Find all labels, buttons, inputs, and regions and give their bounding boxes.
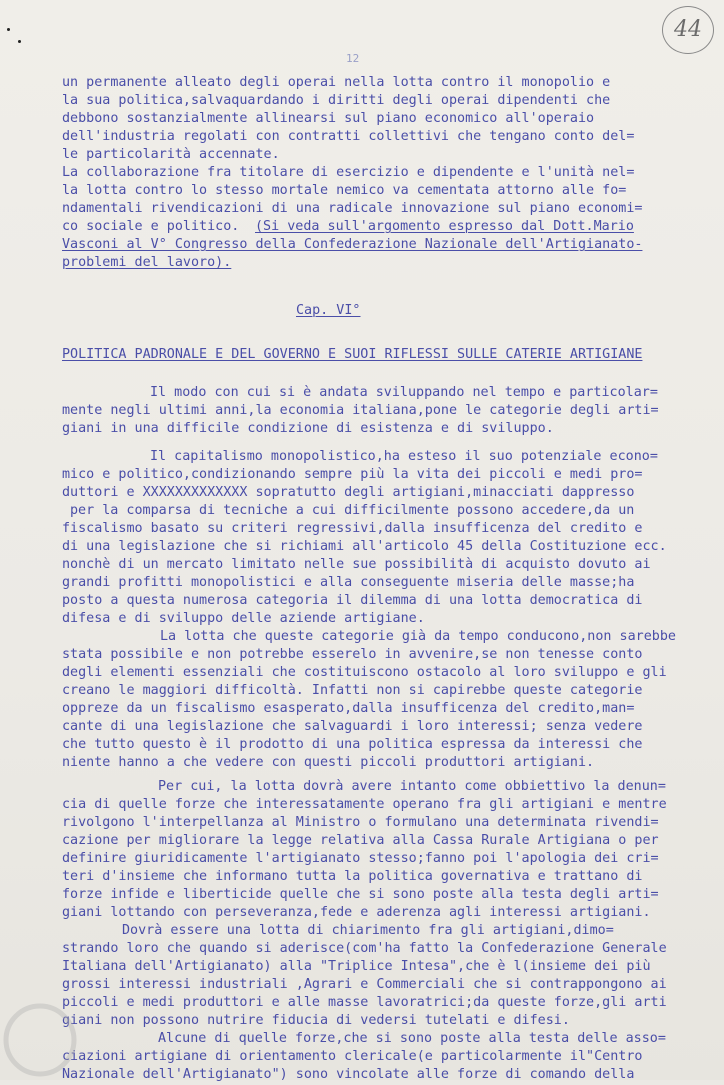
text-line: La collaborazione fra titolare di esercizio e dipendente e l'unità nel= xyxy=(62,165,635,180)
text-line: posto a questa numerosa categoria il dilemma di una lotta democratica di xyxy=(62,593,643,608)
text-line: oppreze da un fiscalismo esasperato,dalla insufficenza del credito,man= xyxy=(62,701,635,716)
text-line: grossi interessi industriali ,Agrari e Commerciali che si contrappongono ai xyxy=(62,977,667,992)
text-line: duttori e XXXXXXXXXXXXX sopratutto degli artigiani,minacciati dappresso xyxy=(62,485,635,500)
text-line: giani in una difficile condizione di esistenza e di sviluppo. xyxy=(62,421,554,436)
text-line: mico e politico,condizionando sempre più la vita dei piccoli e medi pro= xyxy=(62,467,643,482)
text-line: fiscalismo basato su criteri regressivi,dalla insufficenza del credito e xyxy=(62,521,643,536)
text-line: stata possibile e non potrebbe esserelo in avvenire,se non tenesse conto xyxy=(62,647,643,662)
text-line: giani non possono nutrire fiducia di vedersi tutelati e difesi. xyxy=(62,1013,570,1028)
text-line: un permanente alleato degli operai nella lotta contro il monopolio e xyxy=(62,75,611,90)
text-line: (Si veda sull'argomento espresso dal Dott.Mario xyxy=(255,219,634,234)
text-line: co sociale e politico. xyxy=(62,219,240,234)
text-line: Dovrà essere una lotta di chiarimento fra gli artigiani,dimo= xyxy=(122,923,614,938)
text-line: di una legislazione che si richiami all'articolo 45 della Costituzione ecc. xyxy=(62,539,667,554)
text-line: la sua politica,salvaquardando i diritti degli operai dipendenti che xyxy=(62,93,611,108)
text-line: forze infide e liberticide quelle che si sono poste alla testa degli arti= xyxy=(62,887,659,902)
text-line: piccoli e medi produttori e alle masse lavoratrici;da queste forze,gli arti xyxy=(62,995,667,1010)
text-line: cazione per migliorare la legge relativa alla Cassa Rurale Artigiana o per xyxy=(62,833,659,848)
text-line: per la comparsa di tecniche a cui difficilmente possono accedere,da un xyxy=(70,503,635,518)
text-line: Il capitalismo monopolistico,ha esteso il suo potenziale econo= xyxy=(150,449,658,464)
page-number-circle: 44 xyxy=(662,6,714,54)
text-line: ndamentali rivendicazioni di una radicale innovazione sul piano economi= xyxy=(62,201,643,216)
text-line: Nazionale dell'Artigianato") sono vincolate alle forze di comando della xyxy=(62,1067,635,1082)
text-line: ciazioni artigiane di orientamento clericale(e particolarmente il"Centro xyxy=(62,1049,643,1064)
text-line: Cap. VI° xyxy=(296,303,361,318)
margin-dot xyxy=(18,40,21,43)
text-line: Italiana dell'Artigianato) alla "Triplice Intesa",che è l(insieme dei più xyxy=(62,959,651,974)
text-line: degli elementi essenziali che costituiscono ostacolo al loro sviluppo e gli xyxy=(62,665,667,680)
margin-dot xyxy=(7,28,10,31)
text-line: cante di una legislazione che salvaguardi i loro interessi; senza vedere xyxy=(62,719,643,734)
text-line: creano le maggiori difficoltà. Infatti non si capirebbe queste categorie xyxy=(62,683,643,698)
text-line: strando loro che quando si aderisce(com'ha fatto la Confederazione Generale xyxy=(62,941,667,956)
text-line: dell'industria regolati con contratti collettivi che tengano conto del= xyxy=(62,129,635,144)
text-line: cia di quelle forze che interessatamente operano fra gli artigiani e mentre xyxy=(62,797,667,812)
text-line: La lotta che queste categorie già da tempo conducono,non sarebbe xyxy=(160,629,676,644)
text-line: problemi del lavoro). xyxy=(62,255,232,270)
text-line: le particolarità accennate. xyxy=(62,147,280,162)
top-mark: 12 xyxy=(346,52,360,65)
text-line: definire giuridicamente l'artigianato stesso;fanno poi l'apologia dei cri= xyxy=(62,851,659,866)
text-line: teri d'insieme che informano tutta la politica governativa e trattano di xyxy=(62,869,643,884)
archive-watermark xyxy=(0,960,80,1080)
text-line: la lotta contro lo stesso mortale nemico va cementata attorno alle fo= xyxy=(62,183,627,198)
text-line: POLITICA PADRONALE E DEL GOVERNO E SUOI RIFLESSI SULLE CATERIE ARTIGIANE xyxy=(62,347,643,362)
text-line: grandi profitti monopolistici e alla conseguente miseria delle masse;ha xyxy=(62,575,635,590)
text-line: niente hanno a che vedere con questi piccoli produttori artigiani. xyxy=(62,755,595,770)
text-line: Per cui, la lotta dovrà avere intanto come obbiettivo la denun= xyxy=(158,779,666,794)
text-line: Alcune di quelle forze,che si sono poste alla testa delle asso= xyxy=(158,1031,666,1046)
text-line: rivolgono l'interpellanza al Ministro o formulano una determinata rivendi= xyxy=(62,815,659,830)
text-line: che tutto questo è il prodotto di una politica espressa da interessi che xyxy=(62,737,643,752)
text-line: giani lottando con perseveranza,fede e aderenza agli interessi artigiani. xyxy=(62,905,651,920)
text-line: Vasconi al V° Congresso della Confederazione Nazionale dell'Artigianato- xyxy=(62,237,643,252)
text-line: debbono sostanzialmente allinearsi sul piano economico all'operaio xyxy=(62,111,595,126)
text-line: mente negli ultimi anni,la economia italiana,pone le categorie degli arti= xyxy=(62,403,659,418)
text-line: difesa e di sviluppo delle aziende artigiane. xyxy=(62,611,425,626)
text-line: Il modo con cui si è andata sviluppando nel tempo e particolar= xyxy=(150,385,658,400)
text-line: nonchè di un mercato limitato nelle sue possibilità di acquisto dovuto ai xyxy=(62,557,651,572)
